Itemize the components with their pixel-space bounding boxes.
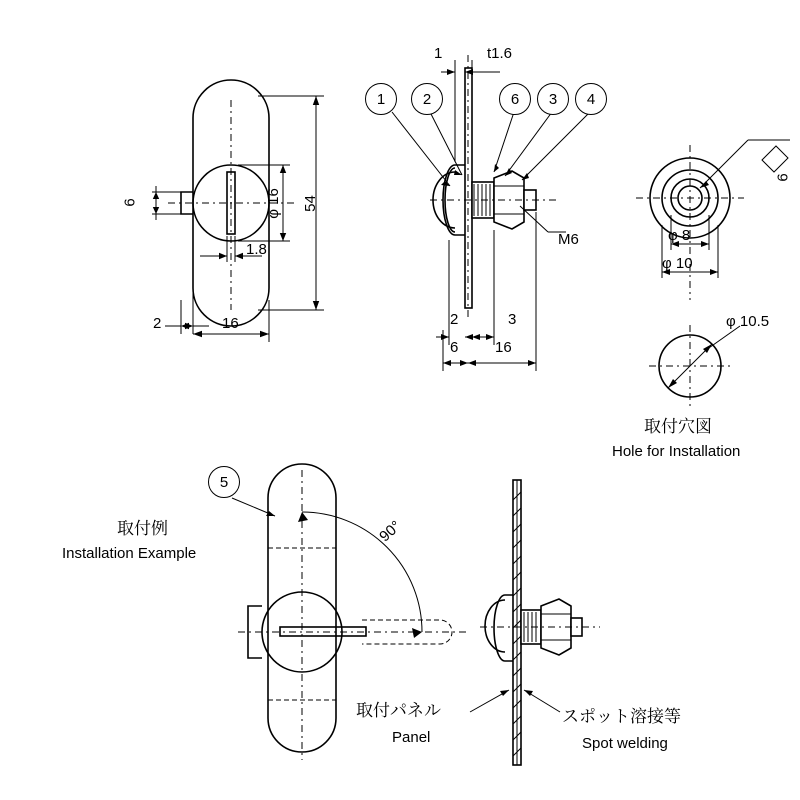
dim-side-3: 3 xyxy=(508,311,517,328)
balloon-4[interactable]: 4 xyxy=(575,83,607,115)
hole-caption-jp: 取付穴図 xyxy=(644,417,712,436)
dim-front-54: 54 xyxy=(301,195,319,212)
balloon-1[interactable]: 1 xyxy=(365,83,397,115)
dim-front-phi16: φ 16 xyxy=(264,188,282,219)
install-caption-en: Installation Example xyxy=(62,545,197,562)
panel-label-jp: 取付パネル xyxy=(356,701,441,720)
hole-caption-en: Hole for Installation xyxy=(612,443,741,460)
dim-front-1p8: 1.8 xyxy=(246,241,267,258)
label-m6: M6 xyxy=(558,231,579,248)
dim-end-6: 6 xyxy=(774,173,792,182)
balloon-3[interactable]: 3 xyxy=(537,83,569,115)
dim-side-t16: t1.6 xyxy=(487,45,513,62)
balloon-6[interactable]: 6 xyxy=(499,83,531,115)
install-caption-jp: 取付例 xyxy=(117,519,168,538)
dim-side-6: 6 xyxy=(450,339,459,356)
dim-hole-phi105: φ 10.5 xyxy=(726,313,770,330)
dim-front-6: 6 xyxy=(121,198,139,207)
dim-front-2: 2 xyxy=(153,315,162,332)
dim-side-16: 16 xyxy=(495,339,512,356)
balloon-2[interactable]: 2 xyxy=(411,83,443,115)
panel-label-en: Panel xyxy=(392,729,431,746)
weld-label-jp: スポット溶接等 xyxy=(562,707,681,726)
balloon-5[interactable]: 5 xyxy=(208,466,240,498)
dim-end-phi10: φ 10 xyxy=(662,255,693,272)
weld-label-en: Spot welding xyxy=(582,735,668,752)
dim-side-1: 1 xyxy=(434,45,443,62)
dim-front-16: 16 xyxy=(222,315,239,332)
dim-end-phi8: φ 8 xyxy=(668,227,691,244)
dim-side-2: 2 xyxy=(450,311,459,328)
angle-90: 90° xyxy=(376,517,405,546)
